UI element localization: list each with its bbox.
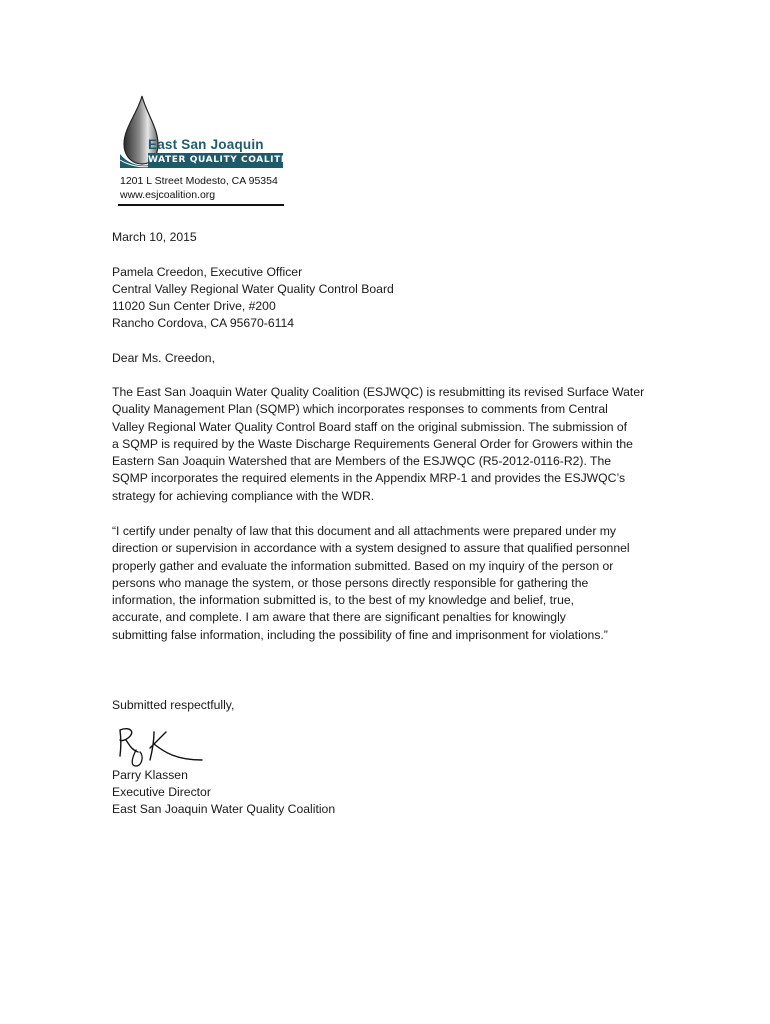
letterhead-rule [118,204,284,206]
handwritten-signature-icon [114,722,206,770]
paragraph-line: “I certify under penalty of law that this document and all attachments were prepared under my [112,524,617,538]
signer-name: Parry Klassen [112,768,188,782]
paragraph-line: SQMP incorporates the required elements in the Appendix MRP-1 and provides the ESJWQC’s [112,471,626,486]
signer-title: Executive Director [112,785,211,799]
closing: Submitted respectfully, [112,698,235,712]
paragraph-line: properly gather and evaluate the information submitted. Based on my inquiry of the person or [112,558,614,573]
paragraph-line: direction or supervision in accordance with a system designed to assure that qualified personnel [112,541,630,556]
paragraph-line: accurate, and complete. I am aware that there are significant penalties for knowingly [112,610,566,625]
letter-date: March 10, 2015 [112,230,197,244]
paragraph-line: Valley Regional Water Quality Control Board staff on the original submission. The submission of [112,419,628,434]
recipient-organization: Central Valley Regional Water Quality Control Board [112,282,394,296]
signer-organization: East San Joaquin Water Quality Coalition [112,802,336,816]
recipient-name-title: Pamela Creedon, Executive Officer [112,265,303,279]
paragraph-line: a SQMP is required by the Waste Discharge Requirements General Order for Growers within the [112,436,633,451]
paragraph-line: submitting false information, including the possibility of fine and imprisonment for violations.” [112,627,608,642]
body-paragraph-1 [112,384,660,505]
paragraph-line: The East San Joaquin Water Quality Coalition (ESJWQC) is resubmitting its revised Surface Water [112,385,645,399]
paragraph-line: information, the information submitted is, to the best of my knowledge and belief, true, [112,593,575,608]
paragraph-line: persons who manage the system, or those persons directly responsible for gathering the [112,575,589,590]
letterhead-address: 1201 L Street Modesto, CA 95354 [120,175,278,187]
paragraph-line: strategy for achieving compliance with the WDR. [112,488,375,503]
letterhead [112,94,302,208]
paragraph-line: Quality Management Plan (SQMP) which incorporates responses to comments from Central [112,402,608,417]
org-banner: WATER QUALITY COALITION [148,153,283,168]
salutation: Dear Ms. Creedon, [112,351,215,365]
org-name: East San Joaquin [148,137,264,152]
recipient-street: 11020 Sun Center Drive, #200 [112,299,276,313]
certification-paragraph [112,523,660,644]
recipient-city-state-zip: Rancho Cordova, CA 95670-6114 [112,316,295,330]
letterhead-website: www.esjcoalition.org [120,189,216,201]
paragraph-line: Eastern San Joaquin Watershed that are Members of the ESJWQC (R5-2012-0116-R2). The [112,454,612,469]
